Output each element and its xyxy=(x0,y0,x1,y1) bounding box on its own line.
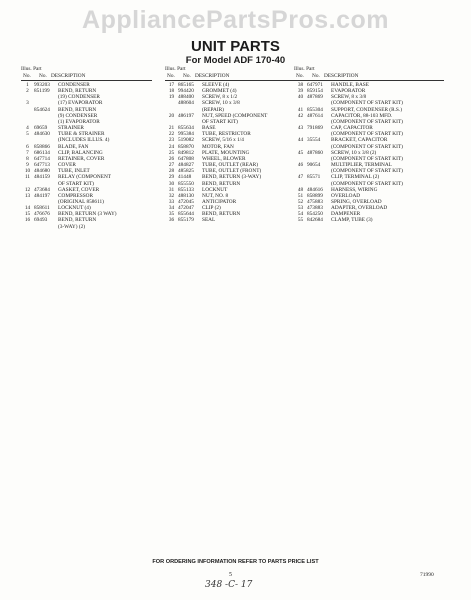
part-description: SUPPORT, CONDENSER (R.S.) xyxy=(331,106,402,113)
header-rule xyxy=(21,80,152,81)
part-description: ANTICIPATOR xyxy=(202,198,237,205)
part-number: 487614 xyxy=(307,112,323,119)
header-part-no: No. xyxy=(183,73,191,79)
part-description: BRACKET, CAPACITOR xyxy=(331,137,388,144)
part-description: OF START KIT) xyxy=(58,180,94,187)
illus-number: 23 xyxy=(168,137,175,144)
part-description: GROMMET (4) xyxy=(202,88,237,95)
illus-number: 47 xyxy=(297,174,304,181)
part-description: TUBE, RESTRICTOR xyxy=(202,131,251,138)
part-description: COVER xyxy=(58,162,76,169)
part-row xyxy=(165,217,296,223)
illus-number: 33 xyxy=(168,198,175,205)
part-number: 854624 xyxy=(34,106,50,113)
header-part-no: No. xyxy=(39,73,47,79)
header-rule xyxy=(165,80,296,81)
handwritten-note: 348 -C- 17 xyxy=(205,580,253,590)
part-description: ADAPTER, OVERLOAD xyxy=(331,205,388,212)
part-description: DAMPENER xyxy=(331,211,361,218)
part-number: 854250 xyxy=(307,211,323,218)
illus-number: 5 xyxy=(26,131,29,138)
part-description: RELAY (COMPONENT xyxy=(58,174,112,181)
part-description: LOCKNUT xyxy=(202,186,228,193)
part-description: NUT, NO. 8 xyxy=(202,192,229,199)
part-description: BEND, RETURN xyxy=(58,106,97,113)
part-description: PLATE, MOUNTING xyxy=(202,149,250,156)
part-description: WHEEL, BLOWER xyxy=(202,155,246,162)
part-number: 472047 xyxy=(178,205,194,212)
part-number: 487860 xyxy=(307,149,323,156)
part-number: 476676 xyxy=(34,211,50,218)
header-description: DESCRIPTION xyxy=(324,73,359,79)
part-number: 858870 xyxy=(178,143,194,150)
illus-number: 3 xyxy=(26,100,29,107)
illus-number: 27 xyxy=(168,162,175,169)
part-description: CLIP, BALANCING xyxy=(58,149,103,156)
part-number: 473684 xyxy=(34,186,50,193)
illus-number: 19 xyxy=(168,94,175,101)
header-illus-part: Illus. Part xyxy=(21,66,42,72)
header-illus-part: Illus. Part xyxy=(294,66,315,72)
illus-number: 32 xyxy=(168,192,175,199)
part-description: BASE xyxy=(202,125,216,132)
illus-number: 44 xyxy=(297,137,304,144)
part-description: RETAINER, COVER xyxy=(58,155,105,162)
part-number: 484630 xyxy=(34,131,50,138)
part-number: 484680 xyxy=(34,168,50,175)
part-number xyxy=(34,224,58,230)
part-description: MOTOR, FAN xyxy=(202,143,234,150)
part-description: BEND, RETURN xyxy=(202,180,241,187)
illus-number: 53 xyxy=(297,205,304,212)
part-description: LOCKNUT (4) xyxy=(58,205,91,212)
illus-number: 11 xyxy=(24,174,31,181)
illus-number: 42 xyxy=(297,112,304,119)
part-number: 647971 xyxy=(307,82,323,88)
part-number: 858899 xyxy=(307,192,323,199)
header-illus-no: No. xyxy=(296,73,304,79)
part-description: OF START KIT) xyxy=(202,118,238,125)
illus-number: 28 xyxy=(168,168,175,175)
part-number: 686134 xyxy=(34,149,50,156)
part-number: 647808 xyxy=(178,155,194,162)
part-number: 475883 xyxy=(307,198,323,205)
part-description: MULTIPLIER, TERMINAL xyxy=(331,162,392,169)
column-header xyxy=(165,66,296,80)
illus-number: 29 xyxy=(168,174,175,181)
part-row xyxy=(294,217,444,223)
column-header xyxy=(21,66,152,80)
illus-number: 31 xyxy=(168,186,175,193)
part-number: 855133 xyxy=(178,186,194,193)
part-description: (ORIGINAL 858611) xyxy=(58,198,104,205)
part-description: (COMPONENT OF START KIT) xyxy=(331,118,403,125)
part-description: BEND, RETURN xyxy=(58,88,97,95)
illus-number: 45 xyxy=(297,149,304,156)
illus-number: 36 xyxy=(168,217,175,224)
part-description: SCREW, 5/16 x 1/4 xyxy=(202,137,244,144)
illus-number: 30 xyxy=(168,180,175,187)
page-subtitle: For Model ADF 170-40 xyxy=(185,55,286,66)
part-description: BEND, RETURN xyxy=(202,211,241,218)
part-row xyxy=(21,224,152,230)
part-description: SCREW, 10 x 3/8 xyxy=(202,100,240,107)
part-description: EVAPORATOR xyxy=(331,88,366,95)
part-description: BEND, RETURN xyxy=(58,217,97,224)
part-description: OVERLOAD xyxy=(331,192,361,199)
part-description: HARNESS, WIRING xyxy=(331,186,378,193)
part-number: 995384 xyxy=(178,131,194,138)
part-description: (COMPONENT OF START KIT) xyxy=(331,180,403,187)
part-number: 473883 xyxy=(307,205,323,212)
part-number: 69493 xyxy=(34,217,48,224)
part-number: 484827 xyxy=(178,162,194,169)
part-description: (COMPONENT OF START KIT) xyxy=(331,155,403,162)
part-description: (COMPONENT OF START KIT) xyxy=(331,143,403,150)
part-description: (1) EVAPORATOR xyxy=(58,118,100,125)
header-illus-no: No. xyxy=(167,73,175,79)
document-code: 71990 xyxy=(420,572,434,578)
page-title: UNIT PARTS xyxy=(191,38,280,55)
illus-number: 24 xyxy=(168,143,175,150)
part-description: CLAMP, TUBE (3) xyxy=(331,217,373,224)
part-number: 488400 xyxy=(178,94,194,101)
illus-number xyxy=(21,224,34,230)
illus-number: 7 xyxy=(26,149,29,156)
part-description: HANDLE, BASE xyxy=(331,82,369,88)
part-description: BEND, RETURN (3 WAY) xyxy=(58,211,117,218)
part-description: CAPACITOR, 88-103 MFD. xyxy=(331,112,393,119)
illus-number: 16 xyxy=(24,217,31,224)
part-description: GASKET, COVER xyxy=(58,186,100,193)
part-description: STRAINER xyxy=(58,125,84,132)
illus-number: 18 xyxy=(168,88,175,95)
parts-list xyxy=(294,82,444,224)
part-number: 865165 xyxy=(178,82,194,88)
illus-number: 41 xyxy=(297,106,304,113)
part-description: (COMPONENT OF START KIT) xyxy=(331,131,403,138)
illus-number: 2 xyxy=(26,88,29,95)
illus-number: 1 xyxy=(26,82,29,88)
illus-number: 51 xyxy=(297,192,304,199)
illus-number: 40 xyxy=(297,94,304,101)
part-number: 472045 xyxy=(178,198,194,205)
illus-number: 6 xyxy=(26,143,29,150)
part-description: BLADE, FAN xyxy=(58,143,89,150)
part-number: 90654 xyxy=(307,162,321,169)
part-description: SPRING, OVERLOAD xyxy=(331,198,382,205)
part-number: 488130 xyxy=(178,192,194,199)
part-description: NUT, SPEED (COMPONENT xyxy=(202,112,268,119)
part-number: 35554 xyxy=(307,137,321,144)
part-number: 488604 xyxy=(178,100,194,107)
header-illus-part: Illus. Part xyxy=(165,66,186,72)
part-description: CONDENSER xyxy=(58,82,90,88)
part-number: 858866 xyxy=(34,143,50,150)
part-description: SCREW, 8 x 1/2 xyxy=(202,94,238,101)
part-number: 993203 xyxy=(34,82,50,88)
part-number: 849812 xyxy=(178,149,194,156)
part-number: 486197 xyxy=(178,112,194,119)
part-number: 484616 xyxy=(307,186,323,193)
part-description: (REPAIR) xyxy=(202,106,224,113)
page-number: 5 xyxy=(229,572,232,578)
part-number: 484159 xyxy=(34,174,50,181)
part-description: COMPRESSOR xyxy=(58,192,94,199)
part-description: TUBE, OUTLET (FRONT) xyxy=(202,168,262,175)
part-description: (INCLUDES ILLUS. 4) xyxy=(58,137,110,144)
part-description: CAP, CAPACITOR xyxy=(331,125,373,132)
illus-number: 35 xyxy=(168,211,175,218)
part-number: 855304 xyxy=(307,106,323,113)
illus-number: 26 xyxy=(168,155,175,162)
part-description: (3-WAY) (2) xyxy=(58,223,86,230)
part-number: 69659 xyxy=(34,125,48,132)
illus-number: 48 xyxy=(297,186,304,193)
header-description: DESCRIPTION xyxy=(51,73,86,79)
part-number: 41448 xyxy=(178,174,192,181)
parts-column-3 xyxy=(294,66,444,224)
part-description: (COMPONENT OF START KIT) xyxy=(331,168,403,175)
parts-column-1 xyxy=(21,66,152,230)
part-description: TUBE, OUTLET (REAR) xyxy=(202,162,258,169)
part-description: BEND, RETURN (3-WAY) xyxy=(202,174,262,181)
ordering-note: FOR ORDERING INFORMATION REFER TO PARTS PRICE LIST xyxy=(152,559,319,565)
part-number: 859154 xyxy=(307,88,323,95)
part-description: (9) CONDENSER xyxy=(58,112,98,119)
part-number: 858611 xyxy=(34,205,50,212)
illus-number: 22 xyxy=(168,131,175,138)
part-description: SEAL xyxy=(202,217,216,224)
part-number: 994420 xyxy=(178,88,194,95)
illus-number: 12 xyxy=(24,186,31,193)
part-number: 484197 xyxy=(34,192,50,199)
illus-number: 46 xyxy=(297,162,304,169)
header-rule xyxy=(294,80,444,81)
part-number: 647713 xyxy=(34,162,50,169)
part-number: 855179 xyxy=(178,217,194,224)
illus-number: 14 xyxy=(24,205,31,212)
part-number: 842684 xyxy=(307,217,323,224)
illus-number: 13 xyxy=(24,192,31,199)
part-description: SCREW, 8 x 3/8 xyxy=(331,94,367,101)
part-description: TUBE, INLET xyxy=(58,168,90,175)
header-description: DESCRIPTION xyxy=(195,73,230,79)
part-number: 485825 xyxy=(178,168,194,175)
illus-number: 52 xyxy=(297,198,304,205)
parts-column-2 xyxy=(165,66,296,224)
part-number: 791869 xyxy=(307,125,323,132)
illus-number: 15 xyxy=(24,211,31,218)
illus-number: 25 xyxy=(168,149,175,156)
illus-number: 34 xyxy=(168,205,175,212)
part-number: 487869 xyxy=(307,94,323,101)
part-number: 855634 xyxy=(178,125,194,132)
illus-number: 8 xyxy=(26,155,29,162)
column-header xyxy=(294,66,444,80)
illus-number: 20 xyxy=(168,112,175,119)
part-description: TUBE & STRAINER xyxy=(58,131,105,138)
part-description: (19) CONDENSER xyxy=(58,94,100,101)
part-description: CLIP, TERMINAL (2) xyxy=(331,174,380,181)
watermark: AppliancePartsPros.com xyxy=(82,6,389,34)
part-description: SLEEVE (4) xyxy=(202,82,230,88)
part-number: 855644 xyxy=(178,211,194,218)
illus-number: 54 xyxy=(297,211,304,218)
part-number: 647714 xyxy=(34,155,50,162)
illus-number: 38 xyxy=(297,82,304,88)
illus-number: 55 xyxy=(297,217,304,224)
illus-number: 43 xyxy=(297,125,304,132)
header-part-no: No. xyxy=(312,73,320,79)
illus-number: 21 xyxy=(168,125,175,132)
part-description: SCREW, 10 x 3/8 (2) xyxy=(331,149,377,156)
illus-number: 4 xyxy=(26,125,29,132)
part-number: 855550 xyxy=(178,180,194,187)
illus-number: 39 xyxy=(297,88,304,95)
parts-list xyxy=(21,82,152,230)
illus-number: 10 xyxy=(24,168,31,175)
parts-list xyxy=(165,82,296,224)
illus-number: 17 xyxy=(168,82,175,88)
illus-number: 9 xyxy=(26,162,29,169)
part-description: (17) EVAPORATOR xyxy=(58,100,103,107)
part-description: (COMPONENT OF START KIT) xyxy=(331,100,403,107)
part-number: 519082 xyxy=(178,137,194,144)
part-number: 851199 xyxy=(34,88,50,95)
part-description: CLIP (2) xyxy=(202,205,221,212)
part-number: 85571 xyxy=(307,174,321,181)
header-illus-no: No. xyxy=(23,73,31,79)
